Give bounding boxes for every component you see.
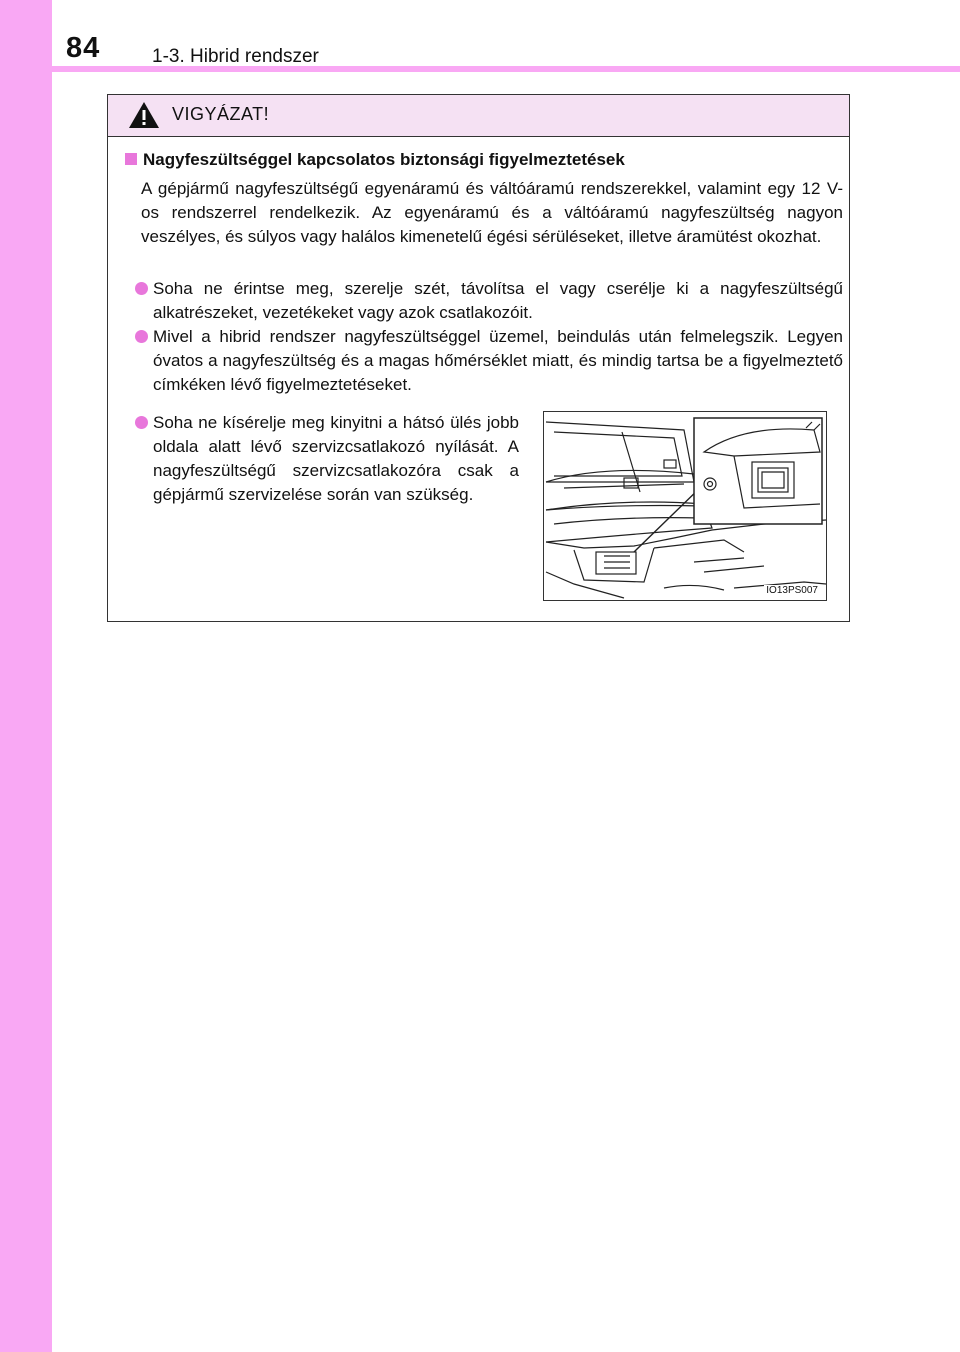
bullet-item xyxy=(135,325,843,397)
bullet-item xyxy=(135,277,843,325)
warning-box xyxy=(107,94,850,622)
rear-seat-drawing xyxy=(544,412,826,600)
bullet-text: Mivel a hibrid rendszer nagyfeszültséggel üzemel, beindulás után felmelegszik. Legyen óvatos a nagyfeszültség és a magas hőmérséklet miatt, és mindig tartsa be a figyelmeztető címkéken lévő figyelmeztetéseket. xyxy=(153,327,843,394)
warning-intro: A gépjármű nagyfeszültségű egyenáramú és váltóáramú rendszerekkel, valamint egy 12 V-os rendszerrel rendelkezik. Az egyenáramú és a váltóáramú nagyfeszültség nagyon veszélyes, és súlyos vagy halálos kimenetelű égési sérüléseket, illetve áramütést okozhat. xyxy=(141,179,843,246)
round-bullet-icon xyxy=(135,282,148,295)
bullet-text: Soha ne kísérelje meg kinyitni a hátsó ülés jobb oldala alatt lévő szervizcsatlakozó nyílását. A nagyfeszültségű szervizcsatlakozóra csak a gépjármű szervizelése során van szükség. xyxy=(153,413,519,504)
figure-code: IO13PS007 xyxy=(766,585,818,596)
square-bullet-icon xyxy=(125,153,137,165)
round-bullet-icon xyxy=(135,330,148,343)
bullet-item xyxy=(135,411,519,507)
service-plug-illustration xyxy=(543,411,827,601)
round-bullet-icon xyxy=(135,416,148,429)
warning-header xyxy=(108,95,849,137)
warning-subheading: Nagyfeszültséggel kapcsolatos biztonsági figyelmeztetések xyxy=(125,150,845,170)
section-title: 1-3. Hibrid rendszer xyxy=(152,46,319,67)
side-color-strip xyxy=(0,0,52,1352)
warning-triangle-icon xyxy=(128,101,160,129)
warning-title: VIGYÁZAT! xyxy=(172,104,270,124)
bullet-text: Soha ne érintse meg, szerelje szét, távolítsa el vagy cserélje ki a nagyfeszültségű alkatrészeket, vezetékeket vagy azok csatlakozóit. xyxy=(153,279,843,322)
page-number: 84 xyxy=(66,32,101,64)
